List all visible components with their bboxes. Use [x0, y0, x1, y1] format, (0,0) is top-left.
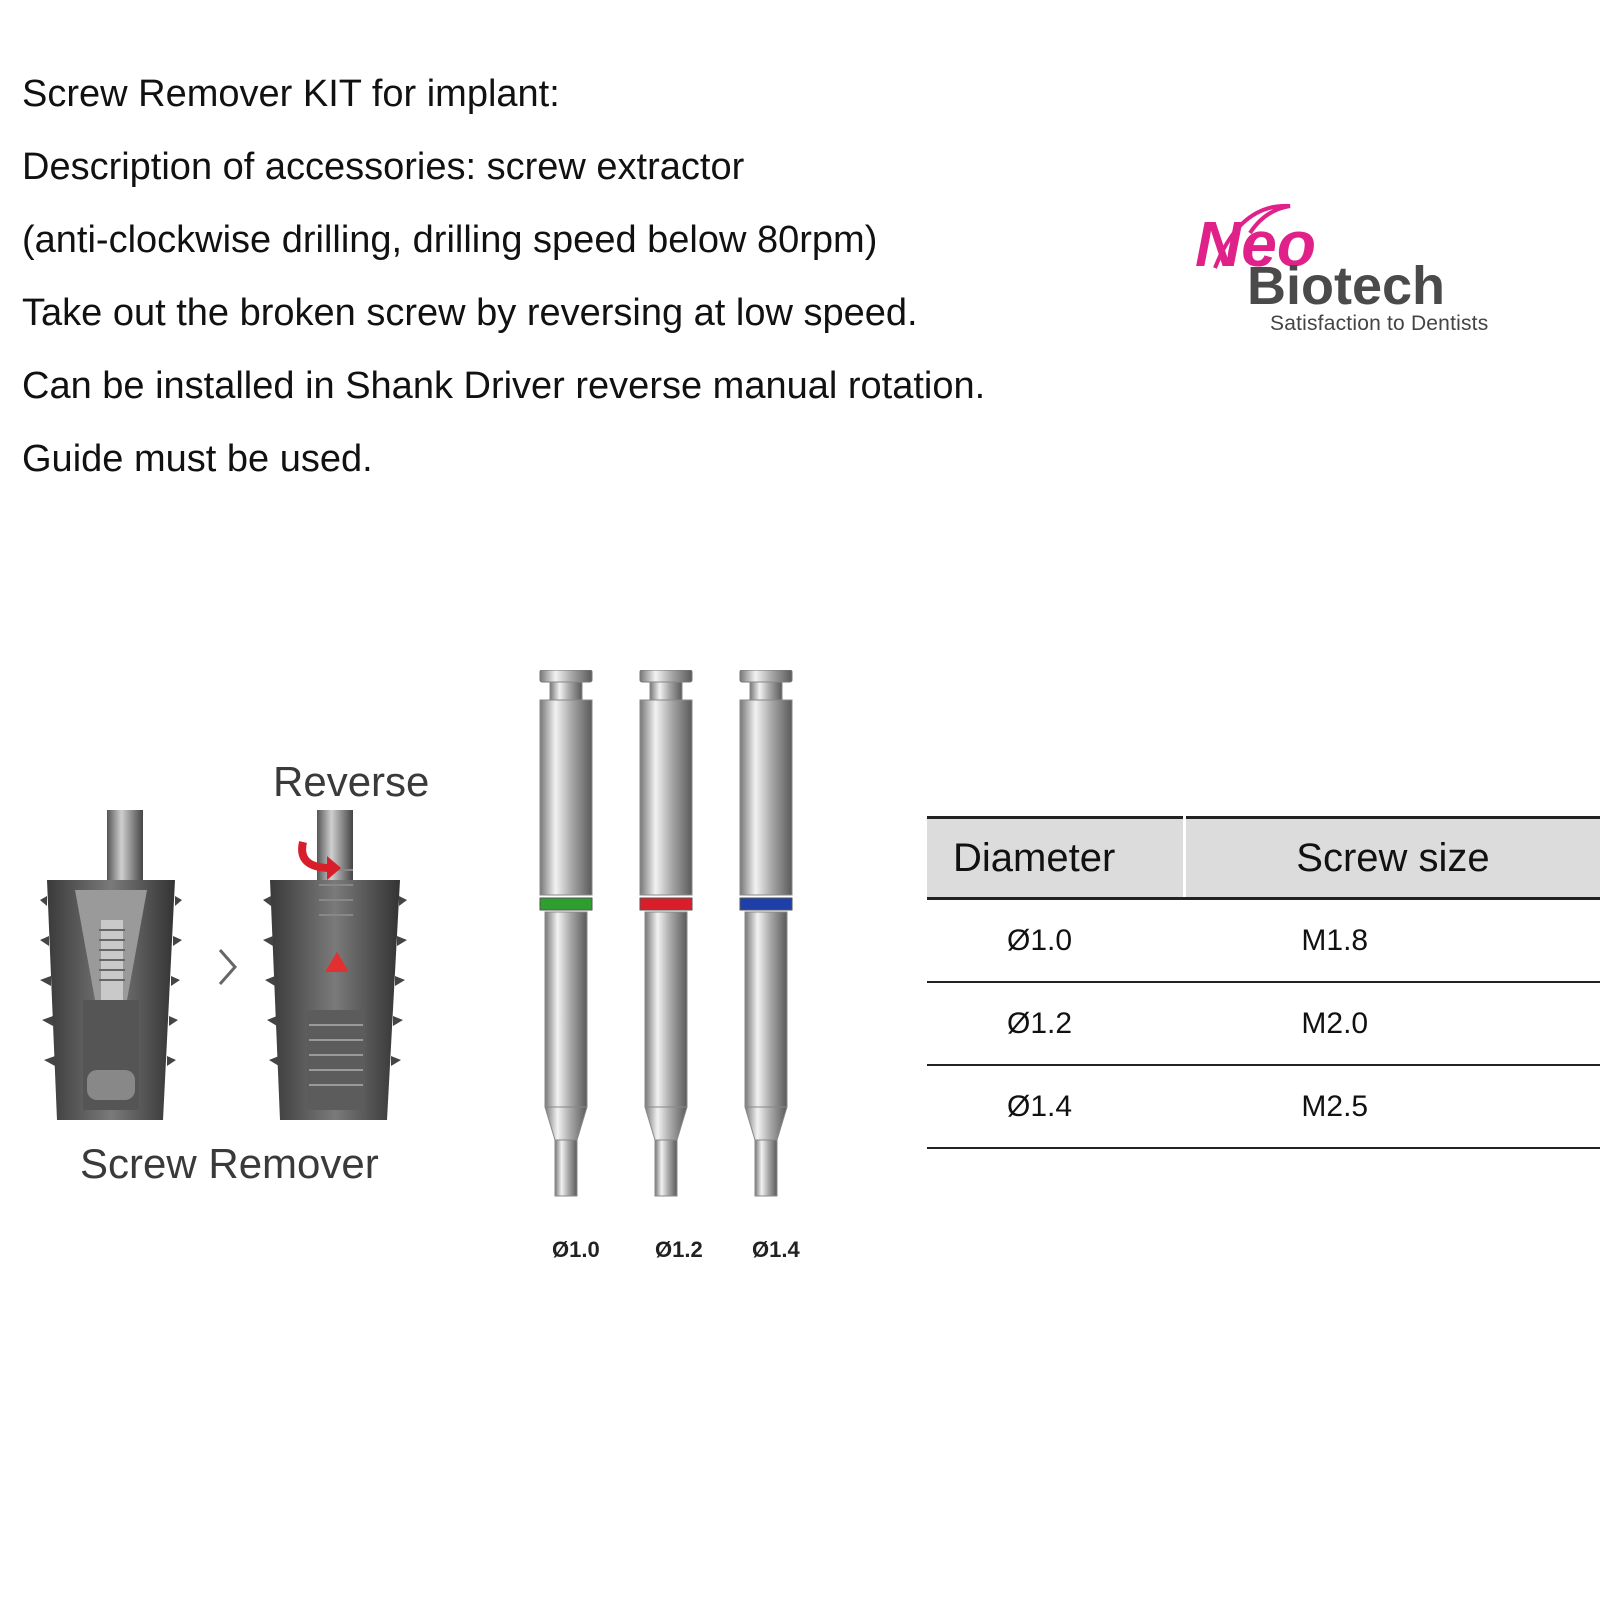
implant-cross-section-figure: [35, 810, 435, 1140]
description-line: Guide must be used.: [22, 438, 373, 480]
cell-screw-size: M2.5: [1185, 1065, 1600, 1148]
description-line: Screw Remover KIT for implant:: [22, 73, 560, 115]
screw-extractor-drills: [535, 670, 815, 1230]
drill-label: Ø1.0: [552, 1237, 600, 1262]
cell-diameter: Ø1.0: [927, 899, 1185, 983]
screw-remover-caption: Screw Remover: [80, 1140, 379, 1187]
logo-biotech: Biotech: [1247, 256, 1446, 308]
drill-label: Ø1.4: [752, 1237, 800, 1262]
header-diameter: Diameter: [927, 818, 1185, 899]
drill-label: Ø1.2: [655, 1237, 703, 1262]
description-line: (anti-clockwise drilling, drilling speed below 80rpm): [22, 219, 878, 261]
header-screw-size: Screw size: [1185, 818, 1600, 899]
cell-screw-size: M2.0: [1185, 982, 1600, 1065]
cell-diameter: Ø1.2: [927, 982, 1185, 1065]
description-list: [22, 58, 985, 496]
chevron-right-icon: [220, 950, 235, 984]
implant-before: [40, 810, 182, 1120]
table-row: [927, 1065, 1600, 1148]
cell-screw-size: M1.8: [1185, 899, 1600, 983]
table-row: [927, 982, 1600, 1065]
description-line: Take out the broken screw by reversing at low speed.: [22, 292, 918, 334]
logo-tagline: Satisfaction to Dentists: [1270, 312, 1489, 335]
logo-neo: Neo: [1195, 208, 1316, 280]
description-line: Description of accessories: screw extractor: [22, 146, 745, 188]
table-header-row: [927, 818, 1600, 899]
drill-d12: [640, 670, 692, 1196]
drill-d10: [540, 670, 592, 1196]
logo-wordmark: [1195, 198, 1525, 308]
reverse-caption: Reverse: [273, 758, 430, 805]
drill-d14: [740, 670, 792, 1196]
cell-diameter: Ø1.4: [927, 1065, 1185, 1148]
implant-after: [263, 810, 407, 1120]
table-row: [927, 899, 1600, 983]
spec-table: [927, 816, 1600, 1149]
description-line: Can be installed in Shank Driver reverse manual rotation.: [22, 365, 986, 407]
